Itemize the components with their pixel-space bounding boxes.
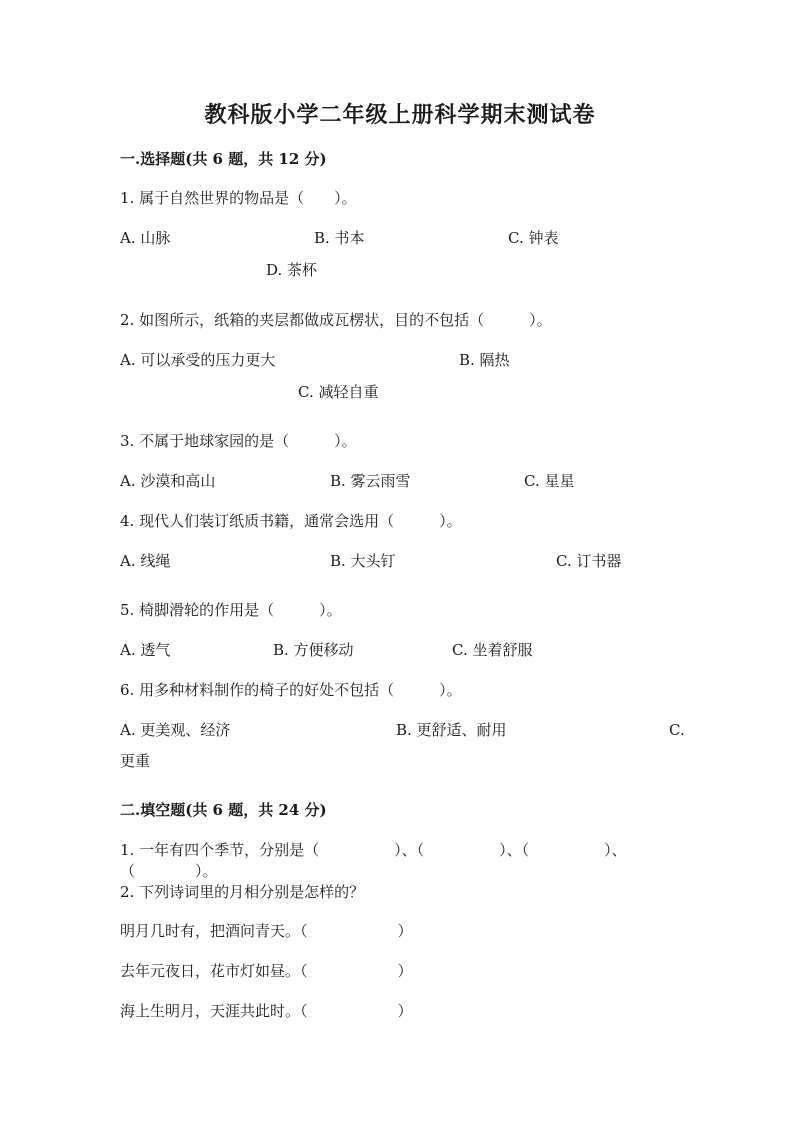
fill-question-2-text: 2. 下列诗词里的月相分别是怎样的？ [120,883,365,901]
question-1-text: 1. 属于自然世界的物品是（ ）。 [120,189,357,207]
question-6-option-a: A. 更美观、经济 [120,721,231,739]
page-title: 教科版小学二年级上册科学期末测试卷 [204,102,596,128]
question-1-option-d: D. 茶杯 [266,261,318,279]
question-3-option-a: A. 沙漠和高山 [120,472,216,490]
question-4-option-b: B. 大头钉 [330,552,396,570]
question-6-text: 6. 用多种材料制作的椅子的好处不包括（ ）。 [120,681,462,699]
question-6-option-b: B. 更舒适、耐用 [396,721,507,739]
question-2-option-c: C. 减轻自重 [298,383,379,401]
question-4-option-c: C. 订书器 [556,552,622,570]
section-heading-choice: 一.选择题(共 6 题，共 12 分) [120,150,327,168]
question-3-text: 3. 不属于地球家园的是（ ）。 [120,432,357,450]
question-6-option-c-text: 更重 [120,752,151,770]
poem-line-1: 明月几时有，把酒问青天。（ ） [120,922,413,940]
fill-question-1-line-2: （ ）。 [120,862,218,880]
fill-question-1-line-1: 1. 一年有四个季节，分别是（ ）、（ ）、（ ）、 [120,841,627,859]
section-heading-fill: 二.填空题(共 6 题，共 24 分) [120,801,327,819]
question-5-option-b: B. 方便移动 [273,641,354,659]
question-1-option-a: A. 山脉 [120,229,171,247]
question-5-option-a: A. 透气 [120,641,171,659]
question-1-option-b: B. 书本 [314,229,365,247]
question-3-option-b: B. 雾云雨雪 [330,472,411,490]
question-2-option-b: B. 隔热 [459,351,510,369]
poem-line-2: 去年元夜日，花市灯如昼。（ ） [120,962,413,980]
question-6-option-c: C. [669,721,685,739]
question-3-option-c: C. 星星 [524,472,575,490]
question-5-option-c: C. 坐着舒服 [452,641,533,659]
poem-line-3: 海上生明月，天涯共此时。（ ） [120,1002,413,1020]
question-4-option-a: A. 线绳 [120,552,171,570]
question-5-text: 5. 椅脚滑轮的作用是（ ）。 [120,601,342,619]
question-2-text: 2. 如图所示，纸箱的夹层都做成瓦楞状，目的不包括（ ）。 [120,311,552,329]
question-4-text: 4. 现代人们装订纸质书籍，通常会选用（ ）。 [120,512,462,530]
question-2-option-a: A. 可以承受的压力更大 [120,351,276,369]
question-1-option-c: C. 钟表 [508,229,559,247]
